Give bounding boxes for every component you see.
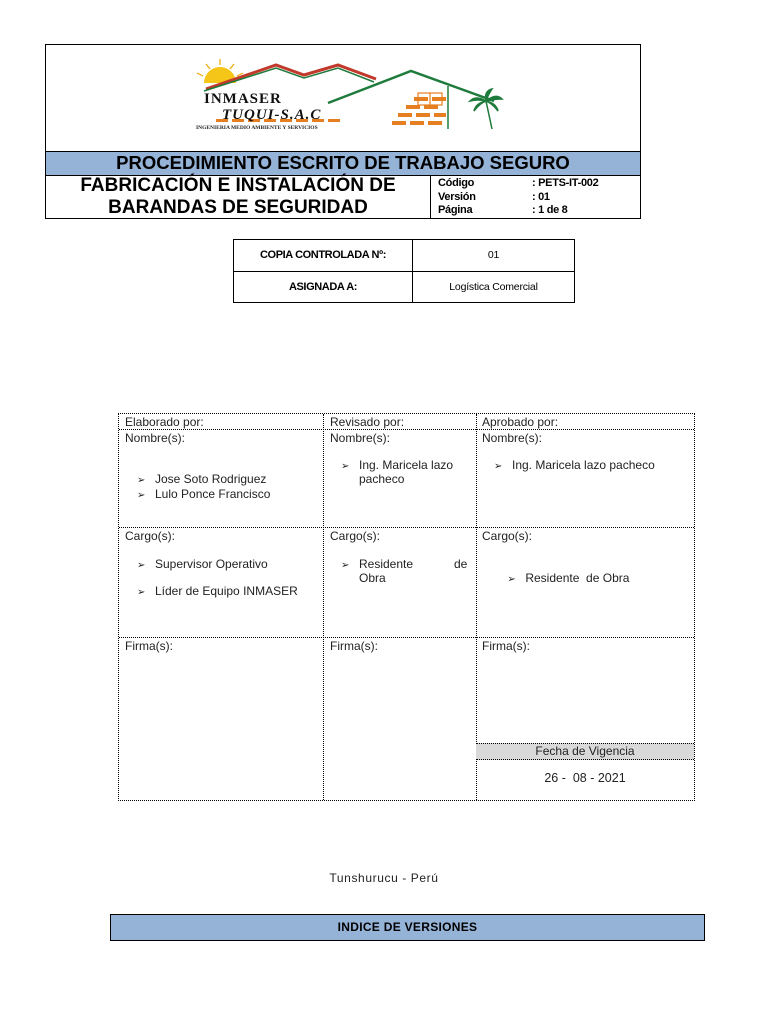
subtitle-line-1: FABRICACIÓN E INSTALACIÓN DE [80,175,396,196]
arrow-bullet-icon: ➢ [494,461,503,472]
assigned-to-value: Logística Comercial [449,281,538,293]
copy-number-value: 01 [487,249,500,261]
list-item [494,458,655,474]
meta-key: Código [438,177,475,189]
role-name-continued: Obra [359,571,386,585]
elaborado-heading: Elaborado por: [125,415,204,429]
list-item [137,557,268,573]
person-name: Lulo Ponce Francisco [155,487,271,501]
signature-label: Firma(s): [482,639,530,653]
table-row [234,240,574,272]
arrow-bullet-icon: ➢ [137,587,146,598]
names-label: Nombre(s): [125,431,186,445]
location-text: Tunshurucu - Perú [329,871,439,885]
row-divider [119,527,694,528]
person-name: Ing. Maricela lazo [359,458,454,472]
document-meta [438,177,638,218]
list-item [137,472,266,488]
list-item [137,584,298,600]
approval-table [118,413,695,801]
company-logo [46,45,640,151]
row-divider [119,429,694,430]
arrow-bullet-icon: ➢ [137,490,146,501]
logo-line1: INMASER [204,91,282,107]
arrow-bullet-icon: ➢ [341,560,350,571]
logo-line2: TUQUI-S.A.C [222,107,322,123]
controlled-copy-table [233,239,575,303]
subtitle-line-2: BARANDAS DE SEGURIDAD [108,197,368,218]
list-item [137,487,270,503]
meta-code [438,177,638,191]
meta-value: : 01 [532,190,550,203]
column-divider [323,414,324,800]
meta-key: Página [438,204,473,216]
role-name: Líder de Equipo INMASER [155,584,298,598]
names-label: Nombre(s): [330,431,391,445]
meta-key: Versión [438,190,476,203]
row-divider [119,637,694,638]
effective-date-label: Fecha de Vigencia [476,743,694,760]
list-item [494,557,629,601]
roles-label: Cargo(s): [125,529,176,543]
signature-label: Firma(s): [330,639,378,653]
person-name-continued: pacheco [359,472,405,486]
table-row [234,272,574,303]
aprobado-heading: Aprobado por: [482,415,559,429]
signature-label: Firma(s): [125,639,173,653]
arrow-bullet-icon: ➢ [341,461,350,472]
logo-tagline: INGENIERIA MEDIO AMBIENTE Y SERVICIOS [196,125,318,131]
role-name: Residente [359,557,414,571]
document-header [45,44,641,219]
arrow-bullet-icon: ➢ [137,560,146,571]
meta-version [438,191,638,205]
role-name: Supervisor Operativo [155,557,268,571]
procedure-subtitle [46,175,431,219]
effective-date-value: 26 - 08 - 2021 [544,771,626,785]
assigned-to-label: ASIGNADA A: [234,272,413,303]
arrow-bullet-icon: ➢ [137,475,146,486]
logo-graphic [46,45,640,151]
person-name: Ing. Maricela lazo pacheco [512,458,655,472]
role-word: de [454,557,468,571]
version-index-heading: INDICE DE VERSIONES [110,914,705,941]
roles-label: Cargo(s): [482,529,533,543]
revisado-heading: Revisado por: [330,415,405,429]
meta-value: : 1 de 8 [532,204,568,216]
roles-label: Cargo(s): [330,529,381,543]
arrow-bullet-icon: ➢ [507,574,516,585]
person-name: Jose Soto Rodriguez [155,472,267,486]
role-name: Residente de Obra [525,571,630,585]
names-label: Nombre(s): [482,431,543,445]
page-title: PROCEDIMIENTO ESCRITO DE TRABAJO SEGURO [46,151,640,176]
subtitle-row [46,175,640,219]
meta-page [438,204,638,218]
copy-number-label: COPIA CONTROLADA Nº: [234,240,413,271]
meta-value: : PETS-IT-002 [532,177,599,189]
